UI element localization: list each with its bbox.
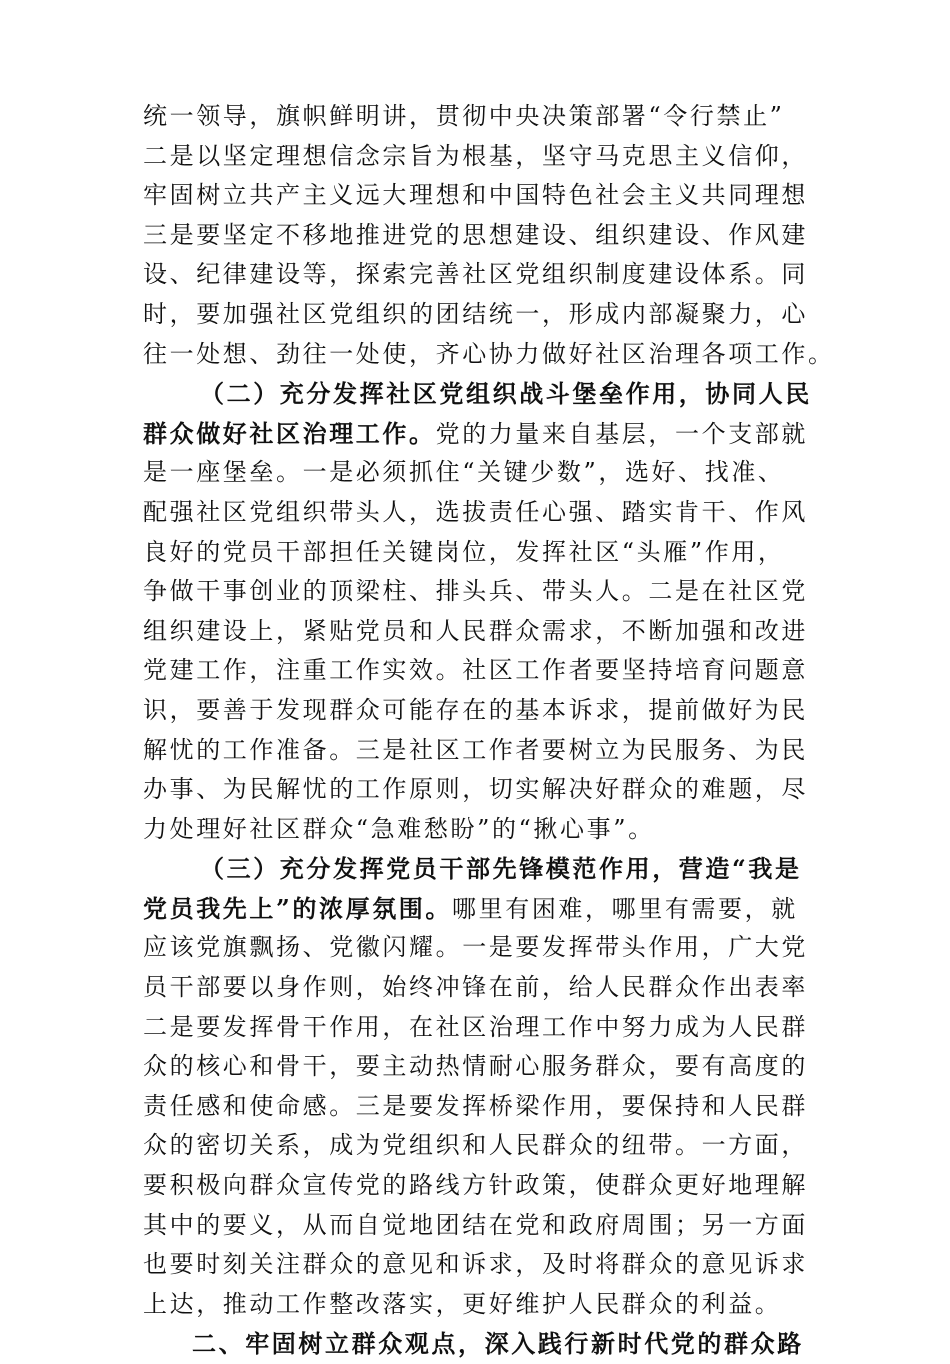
section-2-heading-end: 群众做好社区治理工作。 (143, 418, 436, 448)
text-line: 配强社区党组织带头人，选拔责任心强、踏实肯干、作风 (143, 497, 808, 526)
text-line: 应该党旗飘扬、党徽闪耀。一是要发挥带头作用，广大党 (143, 933, 808, 962)
text-line: 也要时刻关注群众的意见和诉求，及时将群众的意见诉求 (143, 1250, 808, 1279)
text-line: 二是以坚定理想信念宗旨为根基，坚守马克思主义信仰， (143, 141, 808, 170)
text-span: 党的力量来自基层，一个支部就 (435, 419, 809, 448)
text-line: 办事、为民解忧的工作原则，切实解决好群众的难题，尽 (143, 775, 808, 804)
text-line: 识，要善于发现群众可能存在的基本诉求，提前做好为民 (143, 695, 808, 724)
section-3-paragraph (143, 849, 813, 1324)
text-line: 责任感和使命感。三是要发挥桥梁作用，要保持和人民群 (143, 1091, 808, 1120)
section-2-heading: （二）充分发挥社区党组织战斗堡垒作用，协同人民 (200, 379, 812, 409)
text-line: 设、纪律建设等，探索完善社区党组织制度建设体系。同 (143, 260, 808, 289)
text-line: 争做干事创业的顶梁柱、排头兵、带头人。二是在社区党 (143, 577, 808, 606)
text-line: 党建工作，注重工作实效。社区工作者要坚持培育问题意 (143, 656, 808, 685)
text-line: 要积极向群众宣传党的路线方针政策，使群众更好地理解 (143, 1171, 808, 1200)
text-line: 牢固树立共产主义远大理想和中国特色社会主义共同理想 (143, 181, 808, 210)
text-line: 员干部要以身作则，始终冲锋在前，给人民群众作出表率 (143, 973, 808, 1002)
text-line: 其中的要义，从而自觉地团结在党和政府周围；另一方面 (143, 1210, 808, 1239)
text-line (143, 889, 813, 929)
paragraph-continuation (143, 97, 835, 374)
text-line: 众的密切关系，成为党组织和人民群众的纽带。一方面， (143, 1131, 808, 1160)
section-2-paragraph (143, 374, 813, 849)
text-line: 二是要发挥骨干作用，在社区治理工作中努力成为人民群 (143, 1012, 808, 1041)
text-line: 良好的党员干部担任关键岗位，发挥社区“头雁”作用， (143, 537, 785, 566)
text-line: 时，要加强社区党组织的团结统一，形成内部凝聚力，心 (143, 299, 808, 328)
section-3-heading-end: 党员我先上”的浓厚氛围。 (143, 893, 453, 923)
text-span: 哪里有困难，哪里有需要，就 (452, 894, 798, 923)
text-line: 解忧的工作准备。三是社区工作者要树立为民服务、为民 (143, 735, 808, 764)
text-line: 三是要坚定不移地推进党的思想建设、组织建设、作风建 (143, 220, 808, 249)
document-page (143, 97, 835, 1364)
text-line: 上达，推动工作整改落实，更好维护人民群众的利益。 (143, 1289, 782, 1318)
text-line: 力处理好社区群众“急难愁盼”的“揪心事”。 (143, 814, 655, 843)
text-line: 众的核心和骨干，要主动热情耐心服务群众，要有高度的 (143, 1052, 808, 1081)
text-line: 组织建设上，紧贴党员和人民群众需求，不断加强和改进 (143, 616, 808, 645)
section-3-heading: （三）充分发挥党员干部先锋模范作用，营造“我是 (200, 854, 802, 884)
section-heading: 二、牢固树立群众观点，深入践行新时代党的群众路 (192, 1329, 804, 1359)
text-line: 是一座堡垒。一是必须抓住“关键少数”，选好、找准、 (143, 458, 785, 487)
text-line: 往一处想、劲往一处使，齐心协力做好社区治理各项工作。 (143, 339, 835, 368)
text-line (143, 414, 813, 454)
text-line: 统一领导，旗帜鲜明讲，贯彻中央决策部署“令行禁止” (143, 102, 785, 130)
